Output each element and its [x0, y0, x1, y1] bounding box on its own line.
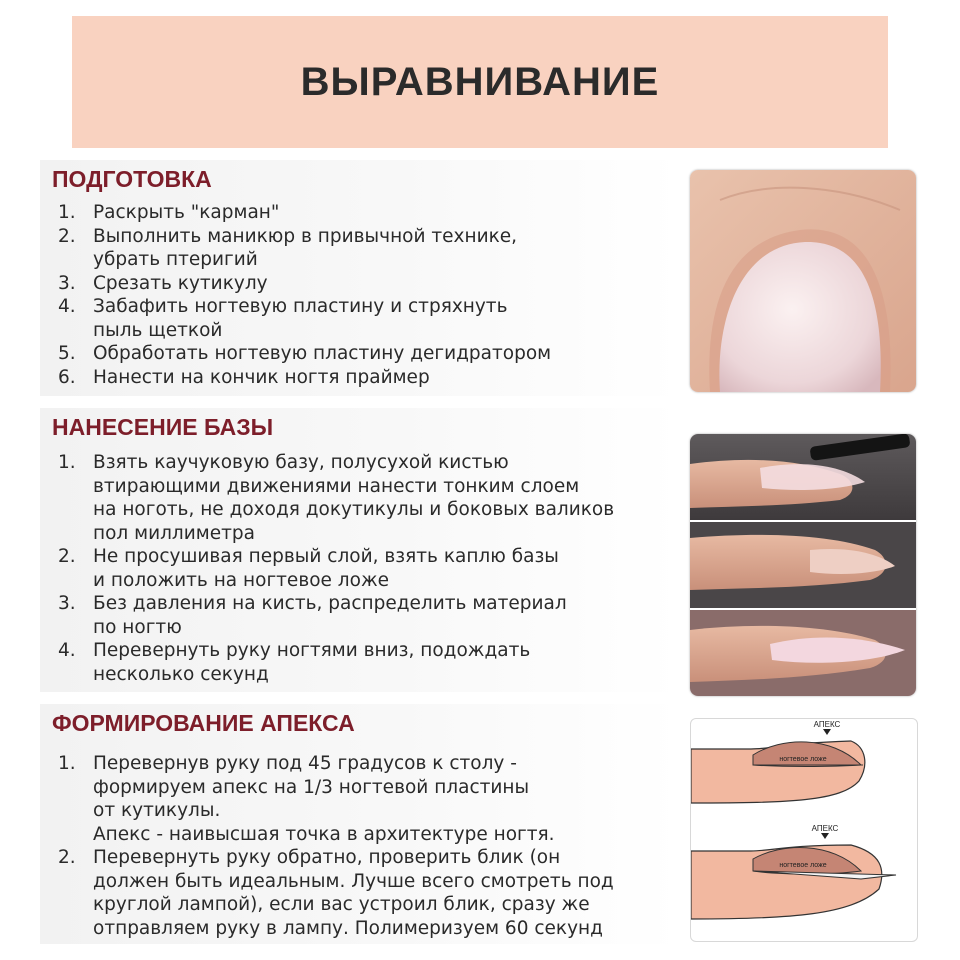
steps-apex-forming: [58, 752, 614, 940]
nail-bed-label-top: ногтевое ложе: [779, 756, 827, 763]
list-item: 3. Срезать кутикулу: [58, 272, 268, 294]
section-title-preparation: ПОДГОТОВКА: [52, 166, 212, 192]
list-item: 1. Раскрыть "карман": [58, 202, 280, 223]
list-item: 5. Обработать ногтевую пластину дегидратором: [58, 343, 552, 364]
photo-prepared-nail: [690, 170, 916, 392]
list-item: 4. Перевернуть руку ногтями вниз, подождать несколько секунд: [58, 640, 531, 685]
apex-label-top: АПЕКС: [813, 720, 841, 729]
list-item: 4. Забафить ногтевую пластину и стряхнуть пыль щеткой: [58, 296, 508, 341]
apex-diagram: [690, 718, 918, 942]
list-item: 6. Нанести на кончик ногтя праймер: [58, 366, 430, 388]
list-item: 2. Не просушивая первый слой, взять каплю базы и положить на ногтевое ложе: [58, 546, 559, 591]
nail-bed-label-bottom: ногтевое ложе: [779, 862, 827, 869]
list-item: 3. Без давления на кисть, распределить материал по ногтю: [58, 593, 567, 638]
section-title-base-application: НАНЕСЕНИЕ БАЗЫ: [52, 414, 274, 440]
list-item: 1. Взять каучуковую базу, полусухой кистью втирающими движениями нанести тонким слоем на ноготь, не доходя докутикулы и боковых валиков пол миллиметра: [58, 452, 615, 544]
list-item: 2. Выполнить маникюр в привычной технике, убрать птеригий: [58, 225, 518, 270]
steps-base-application: [58, 451, 614, 686]
page-title: ВЫРАВНИВАНИЕ: [300, 59, 660, 104]
title-banner: [72, 16, 888, 148]
section-title-apex-forming: ФОРМИРОВАНИЕ АПЕКСА: [52, 710, 355, 736]
list-item: 1. Перевернув руку под 45 градусов к столу - формируем апекс на 1/3 ногтевой пластины от кутикулы. Апекс - наивысшая точка в архитектуре ногтя.: [58, 753, 555, 845]
steps-preparation: [58, 201, 551, 389]
photo-base-application: [690, 434, 916, 696]
list-item: 2. Перевернуть руку обратно, проверить блик (он должен быть идеальным. Лучше всего смотреть под круглой лампой), если вас устроил блик, сразу же отправляем руку в лампу. Полимеризуем 60 секунд: [58, 847, 614, 939]
apex-label-bottom: АПЕКС: [811, 824, 839, 833]
